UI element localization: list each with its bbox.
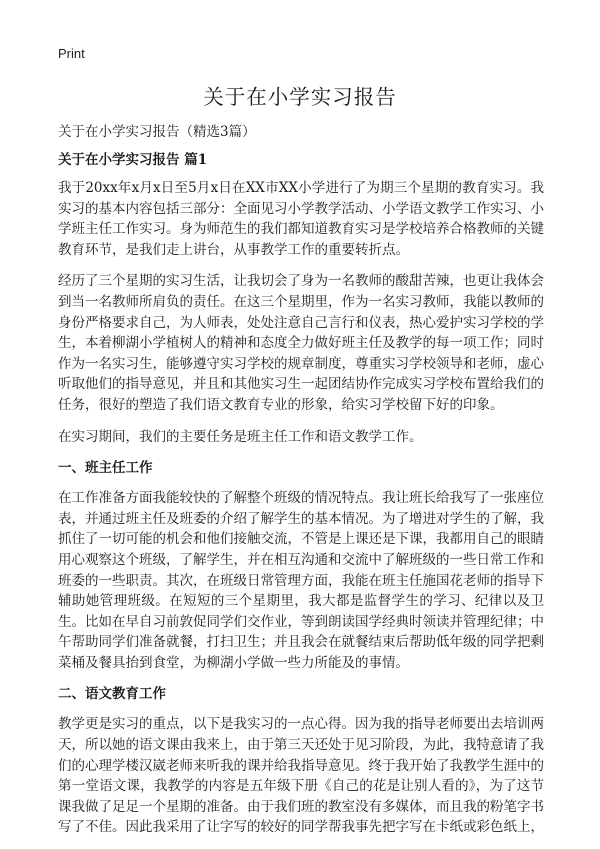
subheading-class-teacher: 一、班主任工作 [58,460,153,477]
paragraph-5: 教学更是实习的重点，以下是我实习的一点心得。因为我的指导老师要出去培训两天，所以她的语文课由我来上，由于第三天还处于见习阶段，为此，我特意请了我们的心理学楼汉崴老师来听我的课并给我指导意见。终于我开始了我教学生涯中的第一堂语文课，我教学的内容是五年级下册《自己的花是让别人看的》，为了这节课我做了足足一个星期的准备。由于我们班的教室没有多媒体，而且我的粉笔字书写了不佳。因此我采用了让字写的较好的同学帮我事先把字写在卡纸或彩色纸上， [58,716,544,836]
document-body [58,150,544,849]
section-heading: 关于在小学实习报告 篇1 [58,152,208,168]
subheading-chinese-teaching: 二、语文教育工作 [58,686,166,703]
print-link[interactable]: Print [58,46,85,61]
paragraph-2: 经历了三个星期的实习生活，让我切会了身为一名教师的酸甜苦辣，也更让我体会到当一名教师所肩负的责任。在这三个星期里，作为一名实习教师，我能以教师的身份严格要求自己，为人师表，处处注意自己言行和仪表，热心爱护实习学校的学生，本着柳湖小学植树人的精神和态度全力做好班主任及教学的每一项工作；同时作为一名实习生，能够遵守实习学校的规章制度，尊重实习学校领导和老师，虚心听取他们的指导意见，并且和其他实习生一起团结协作完成实习学校布置给我们的任务，很好的塑造了我们语文教育专业的形象，给实习学校留下好的印象。 [58,273,544,413]
paragraph-4: 在工作准备方面我能较快的了解整个班级的情况特点。我让班长给我写了一张座位表，并通过班主任及班委的介绍了解学生的基本情况。为了增进对学生的了解，我抓住了一切可能的机会和他们接触交流，不管是上课还是下课，我都用自己的眼睛用心观察这个班级，了解学生，并在相互沟通和交流中了解班级的一些日常工作和班委的一些职责。其次，在班级日常管理方面，我能在班主任施国花老师的指导下辅助她管理班级。在短短的三个星期里，我大都是监督学生的学习、纪律以及卫生。比如在早自习前敦促同学们交作业，等到朗读国学经典时领读并管理纪律；中午帮助同学们准备就餐，打扫卫生；并且我会在就餐结束后帮助低年级的同学把剩菜桶及餐具抬到食堂，为柳湖小学做一些力所能及的事情。 [58,490,544,671]
page-title: 关于在小学实习报告 [203,85,397,109]
paragraph-1: 我于20xx年x月x日至5月x日在XX市XX小学进行了为期三个星期的教育实习。我实习的基本内容包括三部分：全面见习小学教学活动、小学语文教学工作实习、小学班主任工作实习。身为师范生的我们都知道教育实习是学校培养合格教师的关键教育环节，是我们走上讲台，从事教学工作的重要转折点。 [58,180,544,258]
paragraph-3: 在实习期间，我们的主要任务是班主任工作和语文教学工作。 [58,428,423,445]
document-subtitle: 关于在小学实习报告（精选3篇） [58,124,256,140]
